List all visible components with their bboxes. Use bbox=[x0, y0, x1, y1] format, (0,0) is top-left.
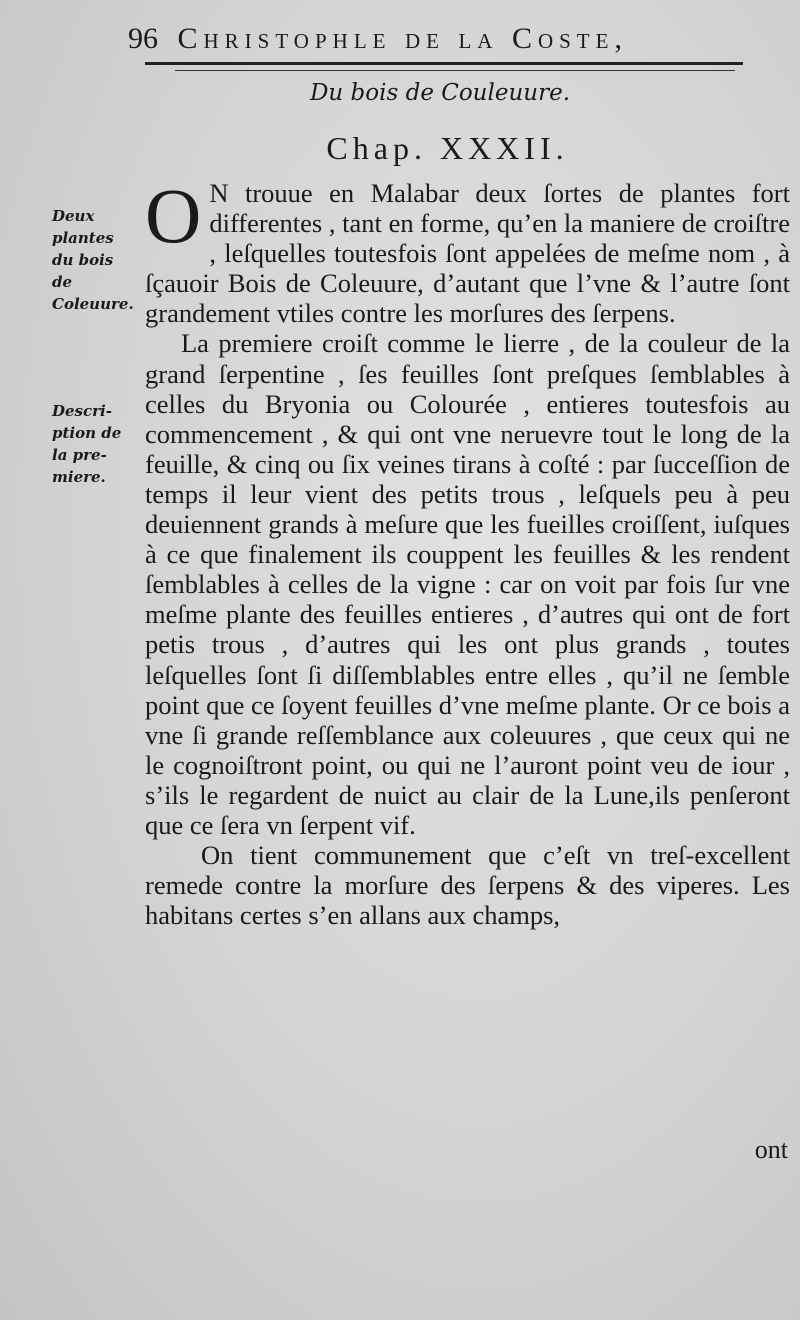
catchword: ont bbox=[754, 1135, 788, 1164]
page-number: 96 bbox=[128, 22, 158, 55]
paragraph-3: On tient communement que c’eſt vn treſ-excellent remede contre la morſure des ſerpens & des viperes. Les habitans certes s’en allans aux champs, bbox=[145, 840, 790, 931]
body-text bbox=[145, 172, 790, 931]
header-rule-thin bbox=[175, 70, 735, 71]
chapter-heading: Chap. XXXII. bbox=[326, 130, 569, 166]
margin-note-1: Deux plantes du bois de Coleuure. bbox=[52, 207, 134, 313]
paragraph-1-text: N trouue en Malabar deux ſortes de plantes fort differentes , tant en forme, qu’en la maniere de croiſtre , leſquelles toutesfois ſont appelées de meſme nom , à ſçauoir Bois de Coleuure, d’autant que l’vne & l’autre ſont grandement vtiles contre les morſures des ſerpens. bbox=[145, 178, 790, 329]
header-rule bbox=[145, 62, 743, 65]
paragraph-1 bbox=[145, 172, 790, 329]
running-title: Christophle de la Coste, bbox=[177, 22, 628, 55]
drop-cap: O bbox=[145, 172, 202, 259]
paragraph-2: La premiere croiſt comme le lierre , de la couleur de la grand ſerpentine , ſes feuilles ſont preſques ſemblables à celles du Bryonia ou Colourée , entieres toutesfois au commencement , & qui ont vne neruevre tout le long de la feuille, & cinq ou ſix veines tirans à coſté : par ſucceſſion de temps il leur vient des petits trous , leſquels peu à peu deuiennent grands à meſure que les fueilles croiſſent, iuſques à ce que finalement ils couppent les feuilles & les rendent ſemblables à celles de la vigne : car on voit par fois ſur vne meſme plante des feuilles entieres , d’autres qui ont de fort petis trous , d’autres qui les ont plus grands , toutes leſquelles ſont ſi diſſemblables entre elles , qu’il ne ſemble point que ce ſoyent feuilles d’vne meſme plante. Or ce bois a vne ſi grande reſſemblance aux coleuures , que ceux qui ne le cognoiſtront point, ou qui ne l’auront point veu de iour , s’ils le regardent de nuict au clair de la Lune,ils penſeront que ce ſera vn ſerpent vif. bbox=[145, 328, 790, 840]
margin-note-2: Descri- ption de la pre- miere. bbox=[52, 402, 122, 486]
section-subtitle: Du bois de Couleuure. bbox=[309, 80, 571, 106]
running-header bbox=[128, 22, 728, 56]
